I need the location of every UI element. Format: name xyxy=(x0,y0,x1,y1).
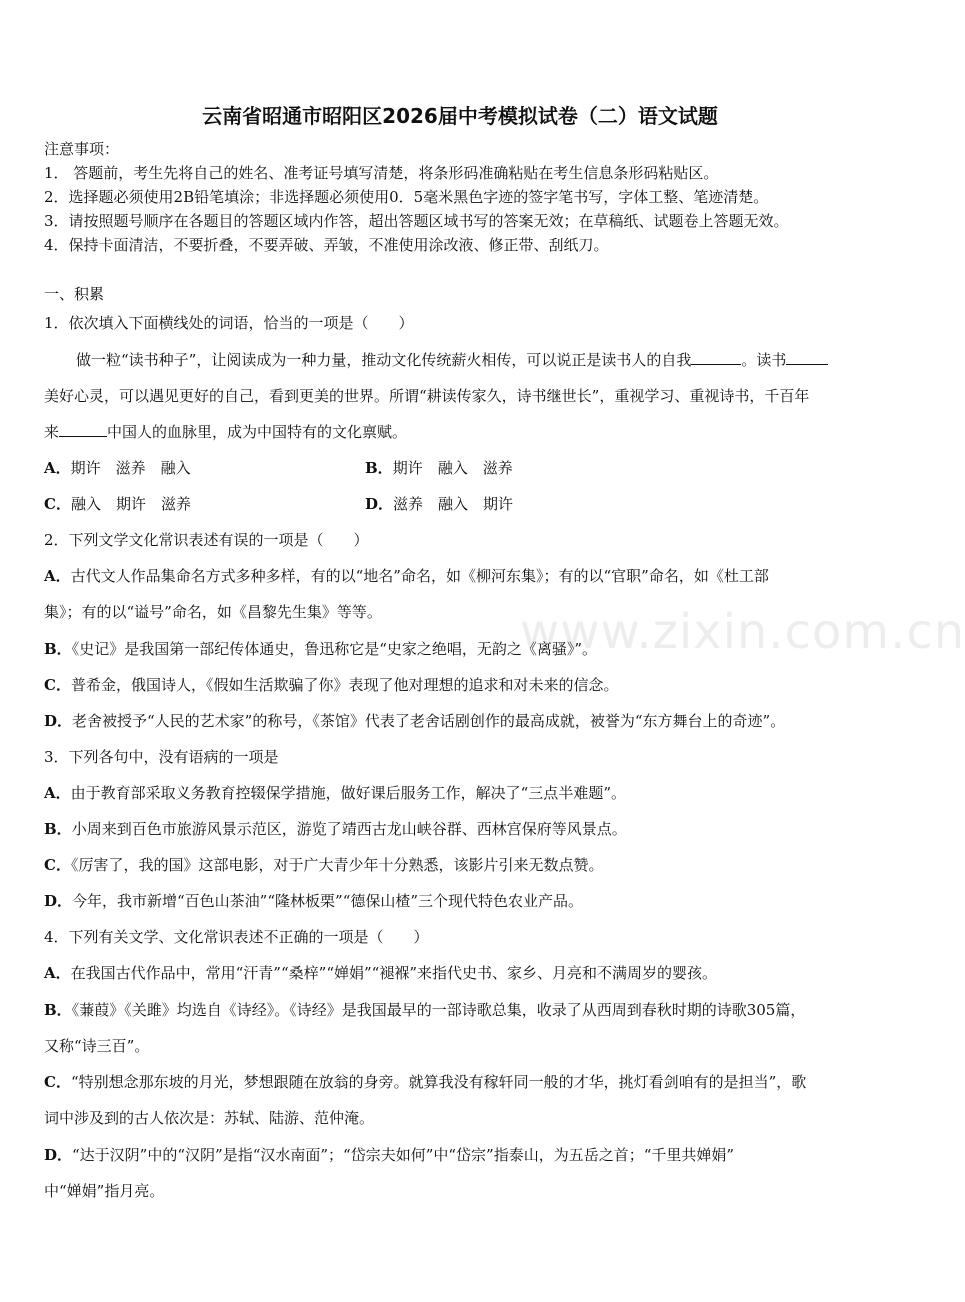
question-2-option-a xyxy=(44,566,769,586)
option-text: 融入 期许 滋养 xyxy=(70,495,191,513)
option-text: 《厉害了，我的国》这部电影，对于广大青少年十分熟悉，该影片引来无数点赞。 xyxy=(70,856,604,874)
option-text: 期许 融入 滋养 xyxy=(392,459,513,477)
option-letter: D． xyxy=(44,712,73,730)
option-letter: C． xyxy=(44,1073,71,1091)
question-1-option-b xyxy=(365,458,513,478)
question-4-stem: 4．下列有关文学、文化常识表述不正确的一项是（ ） xyxy=(44,928,429,946)
page-title: 云南省昭通市昭阳区2026届中考模拟试卷（二）语文试题 xyxy=(202,104,718,128)
passage-text: 做一粒“读书种子”，让阅读成为一种力量，推动文化传统薪火相传，可以说正是读书人的自我 xyxy=(76,351,692,369)
question-1-passage-line-1 xyxy=(76,350,828,370)
question-4-option-c-cont: 词中涉及到的古人依次是：苏轼、陆游、范仲淹。 xyxy=(44,1109,375,1127)
question-2-option-c xyxy=(44,675,618,695)
question-4-option-a xyxy=(44,963,717,983)
notice-item-1: 1． 答题前，考生先将自己的姓名、准考证号填写清楚，将条形码准确粘贴在考生信息条形码粘贴区。 xyxy=(44,164,719,182)
notice-item-4: 4．保持卡面清洁，不要折叠，不要弄破、弄皱，不准使用涂改液、修正带、刮纸刀。 xyxy=(44,236,609,254)
fill-blank-1 xyxy=(691,350,741,365)
question-1-option-a xyxy=(44,458,191,478)
notice-item-2: 2．选择题必须使用2B铅笔填涂；非选择题必须使用0．5毫米黑色字迹的签字笔书写，字体工整、笔迹清楚。 xyxy=(44,188,769,206)
option-text: 滋养 融入 期许 xyxy=(393,495,514,513)
section-heading: 一、积累 xyxy=(44,285,105,303)
option-letter: C． xyxy=(44,676,71,694)
option-letter: D． xyxy=(365,495,394,513)
option-text: 期许 滋养 融入 xyxy=(70,459,191,477)
option-letter: A． xyxy=(44,964,71,982)
question-4-option-c xyxy=(44,1072,806,1092)
question-3-option-c xyxy=(44,855,603,875)
question-1-passage-line-2: 美好心灵，可以遇见更好的自己，看到更美的世界。所谓“耕读传家久，诗书继世长”，重视学习、重视诗书，千百年 xyxy=(44,387,810,405)
option-text: “特别想念那东坡的月光，梦想跟随在放翁的身旁。就算我没有稼轩同一般的才华，挑灯看剑咱有的是担当”，歌 xyxy=(70,1073,807,1091)
option-letter: C． xyxy=(44,495,71,513)
question-1-stem: 1．依次填入下面横线处的词语，恰当的一项是（ ） xyxy=(44,314,414,332)
question-4-option-d-cont: 中“婵娟”指月亮。 xyxy=(44,1182,165,1200)
question-3-option-d xyxy=(44,891,583,911)
option-text: 《蒹葭》《关雎》均选自《诗经》。《诗经》是我国最早的一部诗歌总集，收录了从西周到春秋时期的诗歌305篇， xyxy=(71,1001,806,1019)
question-2-option-b xyxy=(44,639,597,659)
question-1-option-c xyxy=(44,494,191,514)
option-letter: A． xyxy=(44,784,71,802)
option-text: 小周来到百色市旅游风景示范区，游览了靖西古龙山峡谷群、西林宫保府等风景点。 xyxy=(71,820,627,838)
question-2-option-d xyxy=(44,711,785,731)
question-3-option-b xyxy=(44,819,627,839)
watermark: www.zixin.com.cn xyxy=(520,604,965,660)
question-2-option-a-cont: 集》；有的以“谥号”命名，如《昌黎先生集》等等。 xyxy=(44,603,382,621)
option-text: 《史记》是我国第一部纪传体通史，鲁迅称它是“史家之绝唱，无韵之《离骚》”。 xyxy=(71,640,598,658)
option-letter: D． xyxy=(44,1146,73,1164)
passage-text: 。读书 xyxy=(741,351,787,369)
passage-text: 中国人的血脉里，成为中国特有的文化禀赋。 xyxy=(107,423,408,441)
question-4-option-b-cont: 又称“诗三百”。 xyxy=(44,1037,150,1055)
option-letter: A． xyxy=(44,567,71,585)
option-letter: B． xyxy=(44,1001,72,1019)
option-text: “达于汉阴”中的“汉阴”是指“汉水南面”；“岱宗夫如何”中“岱宗”指泰山，为五岳之首；“千里共婵娟” xyxy=(72,1146,735,1164)
question-4-option-b xyxy=(44,1000,805,1020)
notice-heading: 注意事项： xyxy=(44,140,120,158)
passage-text: 来 xyxy=(44,423,60,441)
option-text: 由于教育部采取义务教育控辍保学措施，做好课后服务工作，解决了“三点半难题”。 xyxy=(70,784,626,802)
option-letter: C． xyxy=(44,856,71,874)
option-letter: A． xyxy=(44,459,71,477)
question-1-passage-line-3 xyxy=(44,422,407,442)
notice-item-3: 3．请按照题号顺序在各题目的答题区域内作答，超出答题区域书写的答案无效；在草稿纸、试题卷上答题无效。 xyxy=(44,212,789,230)
option-text: 今年，我市新增“百色山茶油”“隆林板栗”“德保山楂”三个现代特色农业产品。 xyxy=(72,892,584,910)
question-3-stem: 3．下列各句中，没有语病的一项是 xyxy=(44,748,279,766)
question-1-option-d xyxy=(365,494,513,514)
option-letter: B． xyxy=(365,459,393,477)
fill-blank-2 xyxy=(786,350,828,365)
option-text: 古代文人作品集命名方式多种多样，有的以“地名”命名，如《柳河东集》；有的以“官职”命名，如《杜工部 xyxy=(70,567,769,585)
question-4-option-d xyxy=(44,1145,734,1165)
option-letter: B． xyxy=(44,640,72,658)
option-letter: B． xyxy=(44,820,72,838)
question-2-stem: 2．下列文学文化常识表述有误的一项是（ ） xyxy=(44,531,369,549)
option-text: 老舍被授予“人民的艺术家”的称号，《茶馆》代表了老舍话剧创作的最高成就，被誉为“东方舞台上的奇迹”。 xyxy=(72,712,786,730)
option-text: 在我国古代作品中，常用“汗青”“桑梓”“婵娟”“褪褓”来指代史书、家乡、月亮和不满周岁的婴孩。 xyxy=(70,964,717,982)
question-3-option-a xyxy=(44,783,626,803)
option-letter: D． xyxy=(44,892,73,910)
option-text: 普希金，俄国诗人，《假如生活欺骗了你》表现了他对理想的追求和对未来的信念。 xyxy=(70,676,619,694)
fill-blank-3 xyxy=(59,422,107,437)
